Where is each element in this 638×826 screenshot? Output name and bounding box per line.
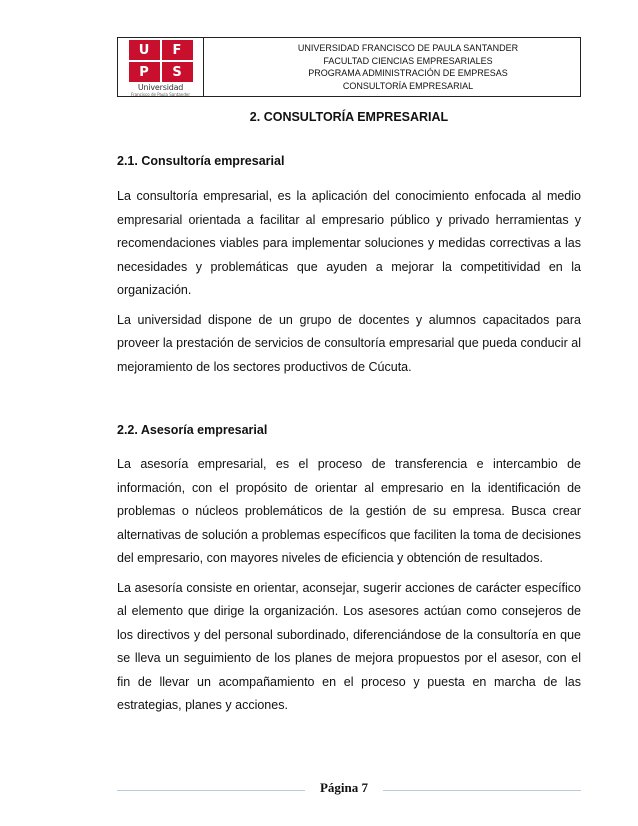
logo-cell <box>118 38 204 96</box>
header-line-faculty: FACULTAD CIENCIAS EMPRESARIALES <box>323 55 493 66</box>
page-number: Página 7 <box>319 780 369 795</box>
paragraph: La consultoría empresarial, es la aplicación del conocimiento enfocada al medio empresarial orientada a facilitar al empresario público y privado herramientas y recomendaciones viables para implementar soluciones y medidas correctivas a las necesidades y problemáticas que ayuden a mejorar la competitividad en la organización. <box>117 189 581 297</box>
section-consultoria <box>117 154 581 168</box>
section-consultoria-body <box>117 185 581 379</box>
university-logo <box>129 40 193 97</box>
header-text <box>276 38 580 96</box>
header-line-program: PROGRAMA ADMINISTRACIÓN DE EMPRESAS <box>308 68 508 78</box>
header-blank-cell <box>204 38 276 96</box>
page-title <box>0 110 638 124</box>
footer-rule-left <box>117 790 305 791</box>
section-asesoria <box>117 423 581 437</box>
logo-letter-p: P <box>129 62 160 82</box>
document-header <box>117 37 581 97</box>
header-line-office: CONSULTORÍA EMPRESARIAL <box>342 80 474 91</box>
page-title-text: 2. CONSULTORÍA EMPRESARIAL <box>249 110 449 124</box>
logo-letter-s: S <box>162 62 193 82</box>
section-heading: 2.1. Consultoría empresarial <box>117 154 285 168</box>
footer-rule-right <box>383 790 581 791</box>
header-line-university: UNIVERSIDAD FRANCISCO DE PAULA SANTANDER <box>297 43 519 53</box>
logo-name: Universidad <box>137 83 184 92</box>
section-heading: 2.2. Asesoría empresarial <box>117 423 268 437</box>
logo-subtitle: Francisco de Paula Santander <box>130 92 190 97</box>
logo-mark <box>129 40 193 82</box>
section-asesoria-body <box>117 453 581 718</box>
logo-letter-u: U <box>129 40 160 60</box>
paragraph: La asesoría empresarial, es el proceso de transferencia e intercambio de información, con el propósito de orientar al empresario en la identificación de problemas o núcleos problemáticos de la gestión de su empresa. Busca crear alternativas de solución a problemas específicos que faciliten la toma de decisiones del empresario, con mayores niveles de eficiencia y obtención de resultados. <box>117 457 581 565</box>
logo-letter-f: F <box>162 40 193 60</box>
paragraph: La universidad dispone de un grupo de docentes y alumnos capacitados para proveer la prestación de servicios de consultoría empresarial que pueda conducir al mejoramiento de los sectores productivos de Cúcuta. <box>117 312 581 374</box>
paragraph: La asesoría consiste en orientar, aconsejar, sugerir acciones de carácter específico al elemento que dirige la organización. Los asesores actúan como consejeros de los directivos y del personal subordinado, diferenciándose de la consultoría en que se lleva un seguimiento de los planes de mejora propuestos por el asesor, con el fin de llevar un acompañamiento en el proceso y puesta en marcha de las estrategias, planes y acciones. <box>117 580 581 712</box>
